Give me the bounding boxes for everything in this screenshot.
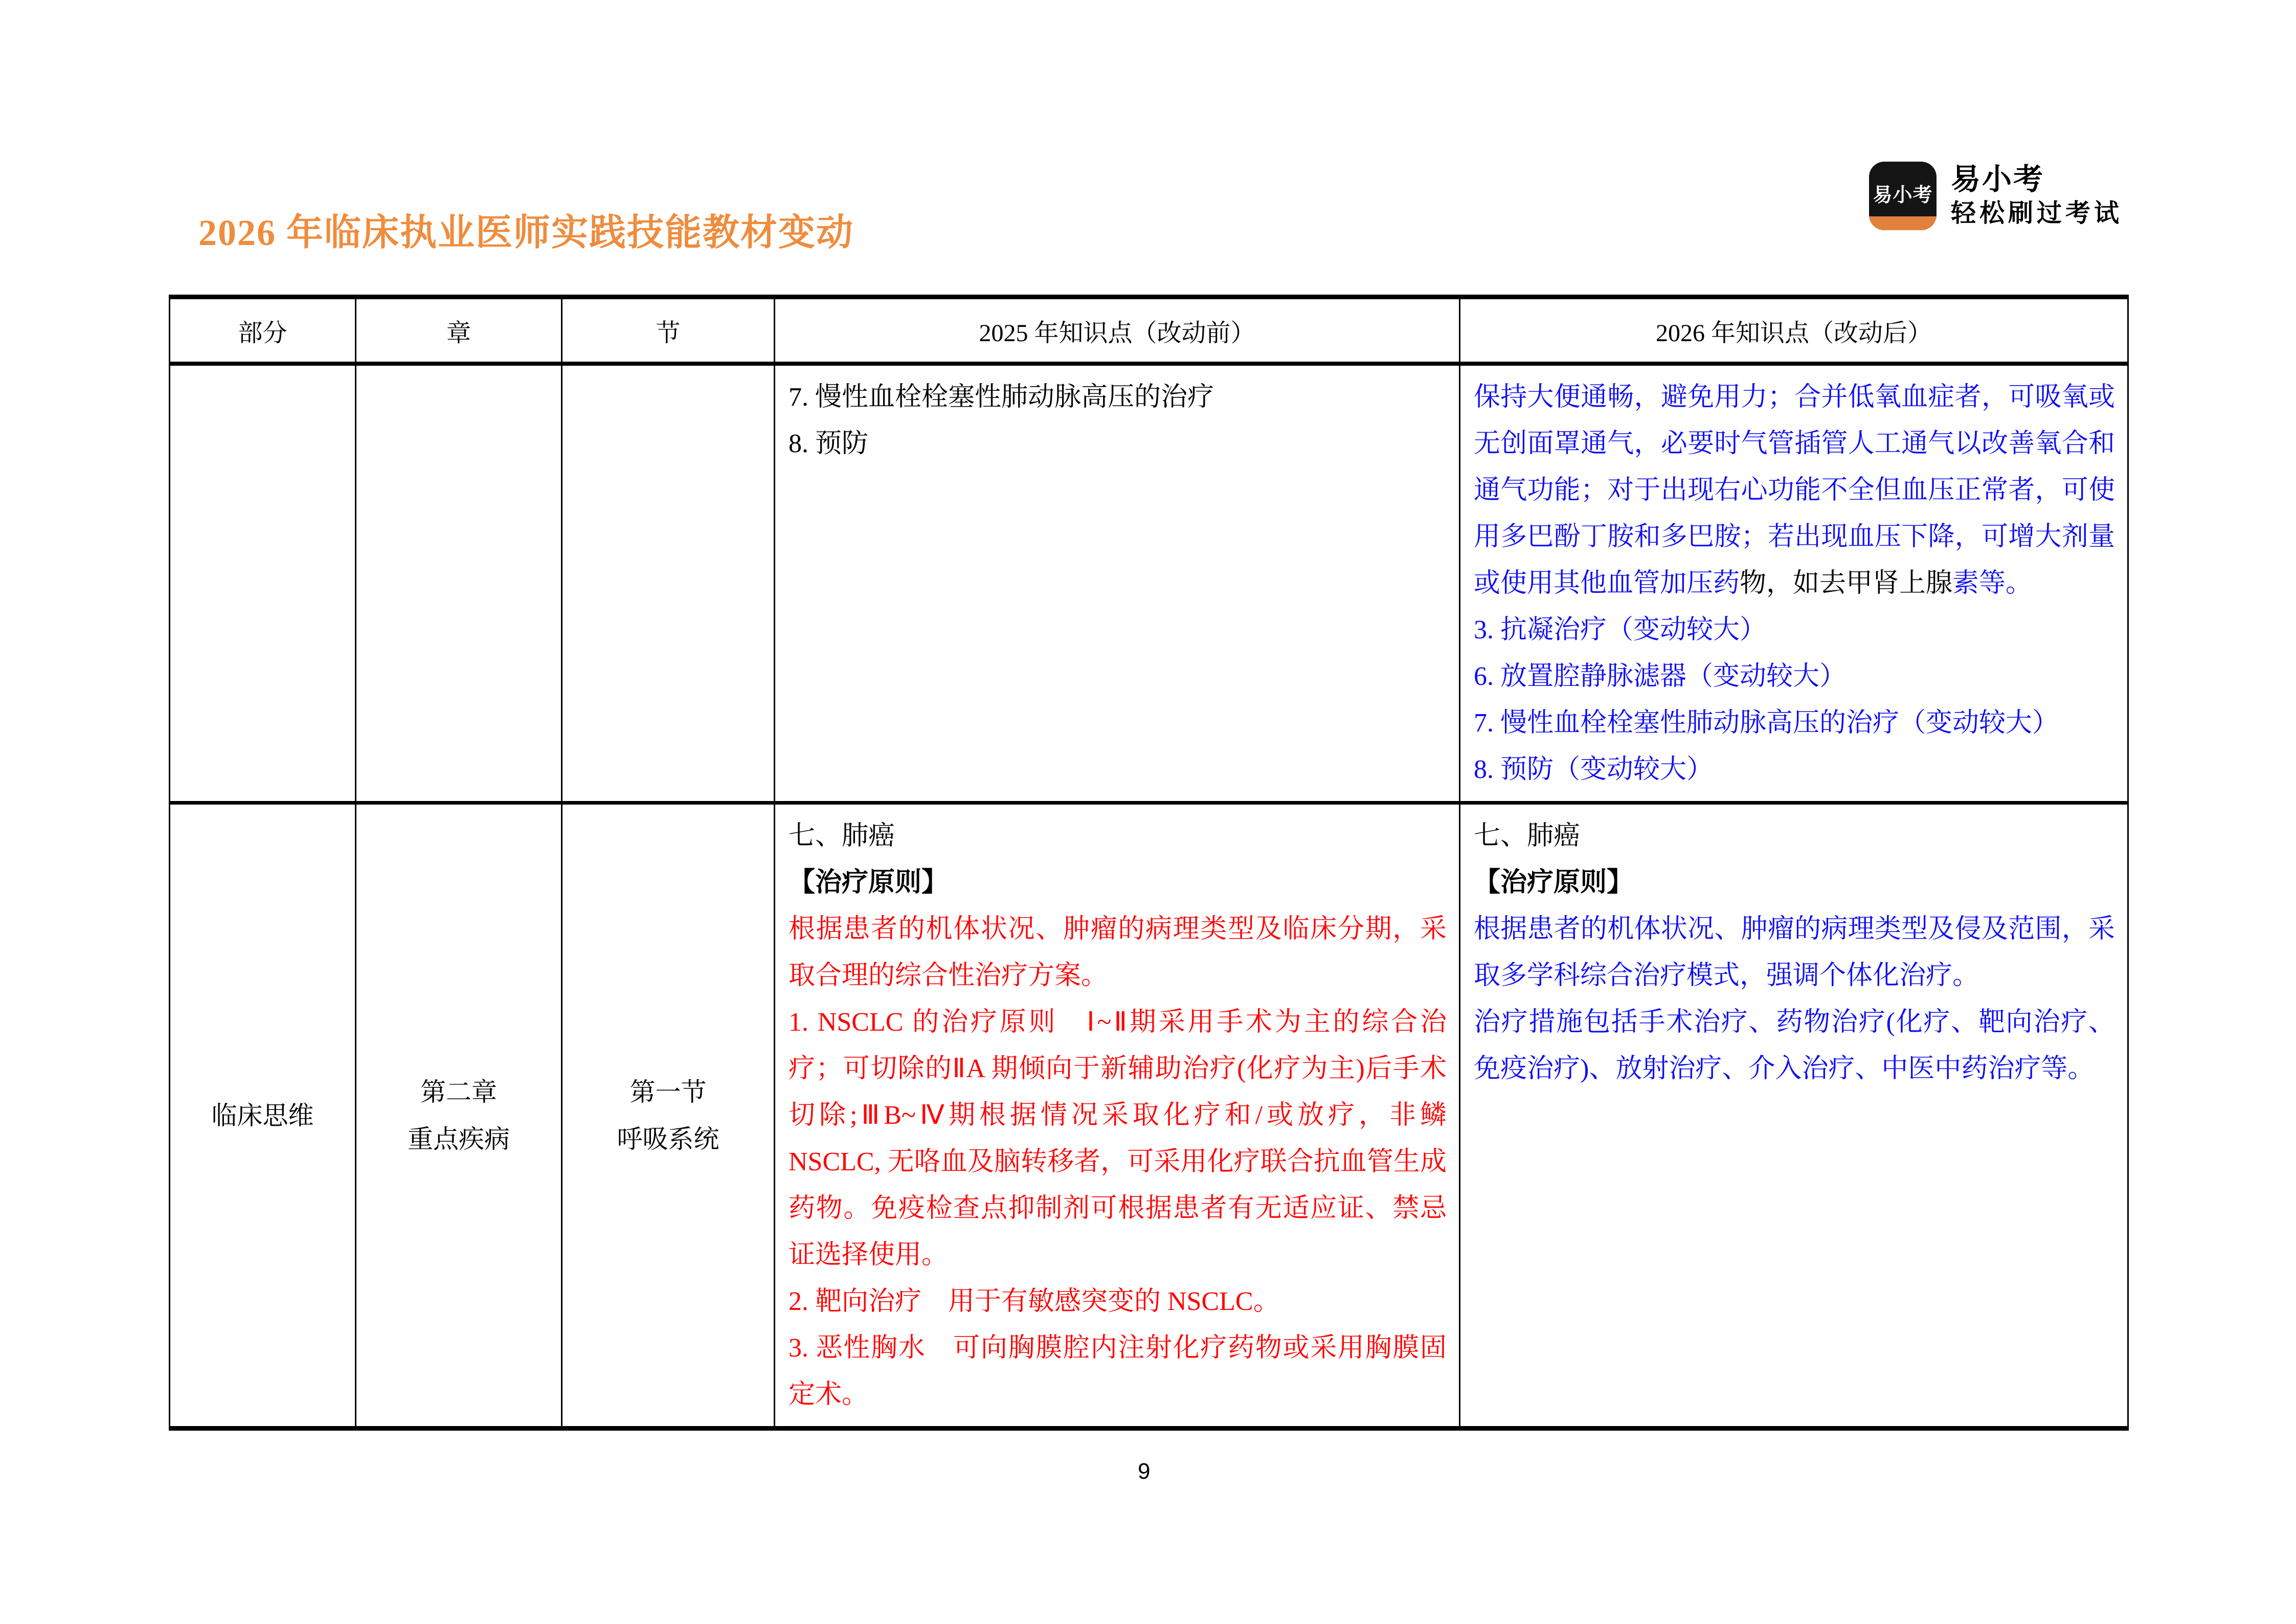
after-paragraph-blue-end: 素等。 [1952, 569, 2033, 598]
before-heading: 七、肺癌 [789, 821, 895, 851]
after-item: 6. 放置腔静脉滤器（变动较大） [1474, 662, 1847, 691]
cell-before-2025 [775, 803, 1460, 1429]
after-paragraph: 治疗措施包括手术治疗、药物治疗(化疗、靶向治疗、免疫治疗)、放射治疗、介入治疗、中医中药治疗等。 [1474, 1008, 2115, 1083]
brand-name: 易小考 [1951, 163, 2045, 196]
before-paragraph: 2. 靶向治疗 用于有敏感突变的 NSCLC。 [789, 1287, 1280, 1316]
table-row [170, 364, 2128, 803]
page-title: 2026 年临床执业医师实践技能教材变动 [198, 212, 854, 253]
brand-badge-strip [1869, 216, 1937, 230]
changes-table [169, 295, 2129, 1431]
cell-section [562, 803, 775, 1429]
section-line: 第一节 [629, 1077, 707, 1106]
col-header-part: 部分 [170, 297, 356, 364]
after-paragraph-black-mid: 物，如去甲肾上腺 [1740, 569, 1953, 598]
brand-badge-text: 易小考 [1873, 185, 1933, 206]
cell-after-2026 [1460, 803, 2128, 1429]
after-item: 7. 慢性血栓栓塞性肺动脉高压的治疗（变动较大） [1474, 708, 2059, 738]
cell-part: 临床思维 [170, 803, 356, 1429]
after-paragraph-blue-start: 保持大便通畅，避免用力；合并低氧血症者，可吸氧或无创面罩通气，必要时气管插管人工通气以改善氧合和通气功能；对于出现右心功能不全但血压正常者，可使用多巴酚丁胺和多巴胺；若出现血压下降，可增大剂量或使用其他血管加压药 [1474, 383, 2115, 598]
table-header-row [170, 297, 2128, 364]
before-item: 8. 预防 [789, 429, 869, 458]
section-line: 呼吸系统 [617, 1124, 719, 1153]
before-subheading: 【治疗原则】 [789, 868, 949, 897]
after-subheading: 【治疗原则】 [1474, 868, 1634, 897]
brand-text [1951, 162, 2123, 229]
after-heading: 七、肺癌 [1474, 821, 1581, 851]
after-paragraph [1474, 374, 2115, 607]
chapter-line: 第二章 [420, 1077, 497, 1106]
col-header-before: 2025 年知识点（改动前） [775, 297, 1460, 364]
col-header-chapter: 章 [356, 297, 562, 364]
cell-part [170, 364, 356, 803]
before-paragraph: 根据患者的机体状况、肿瘤的病理类型及临床分期，采取合理的综合性治疗方案。 [789, 915, 1447, 990]
before-paragraph: 1. NSCLC 的治疗原则 Ⅰ~Ⅱ期采用手术为主的综合治疗；可切除的ⅡA 期倾向于新辅助治疗(化疗为主)后手术切除;ⅢB~Ⅳ期根据情况采取化疗和/或放疗，非鳞 NSCLC, 无咯血及脑转移者，可采用化疗联合抗血管生成药物。免疫检查点抑制剂可根据患者有无适应证、禁忌证选择使用。 [789, 1008, 1447, 1270]
before-item: 7. 慢性血栓栓塞性肺动脉高压的治疗 [789, 383, 1214, 412]
brand-logo-icon [1869, 162, 1937, 230]
cell-chapter [356, 364, 562, 803]
table-row [170, 803, 2128, 1429]
cell-chapter [356, 803, 562, 1429]
cell-after-2026 [1460, 364, 2128, 803]
brand-logo [1869, 162, 2123, 230]
after-paragraph: 根据患者的机体状况、肿瘤的病理类型及侵及范围，采取多学科综合治疗模式，强调个体化治疗。 [1474, 915, 2115, 990]
after-item: 8. 预防（变动较大） [1474, 755, 1714, 784]
col-header-after: 2026 年知识点（改动后） [1460, 297, 2128, 364]
page-number: 9 [1138, 1459, 1151, 1484]
cell-section [562, 364, 775, 803]
before-paragraph: 3. 恶性胸水 可向胸膜腔内注射化疗药物或采用胸膜固定术。 [789, 1333, 1447, 1409]
col-header-section: 节 [562, 297, 775, 364]
brand-slogan: 轻松刷过考试 [1951, 199, 2123, 227]
chapter-line: 重点疾病 [408, 1124, 510, 1153]
after-item: 3. 抗凝治疗（变动较大） [1474, 615, 1767, 644]
cell-before-2025 [775, 364, 1460, 803]
